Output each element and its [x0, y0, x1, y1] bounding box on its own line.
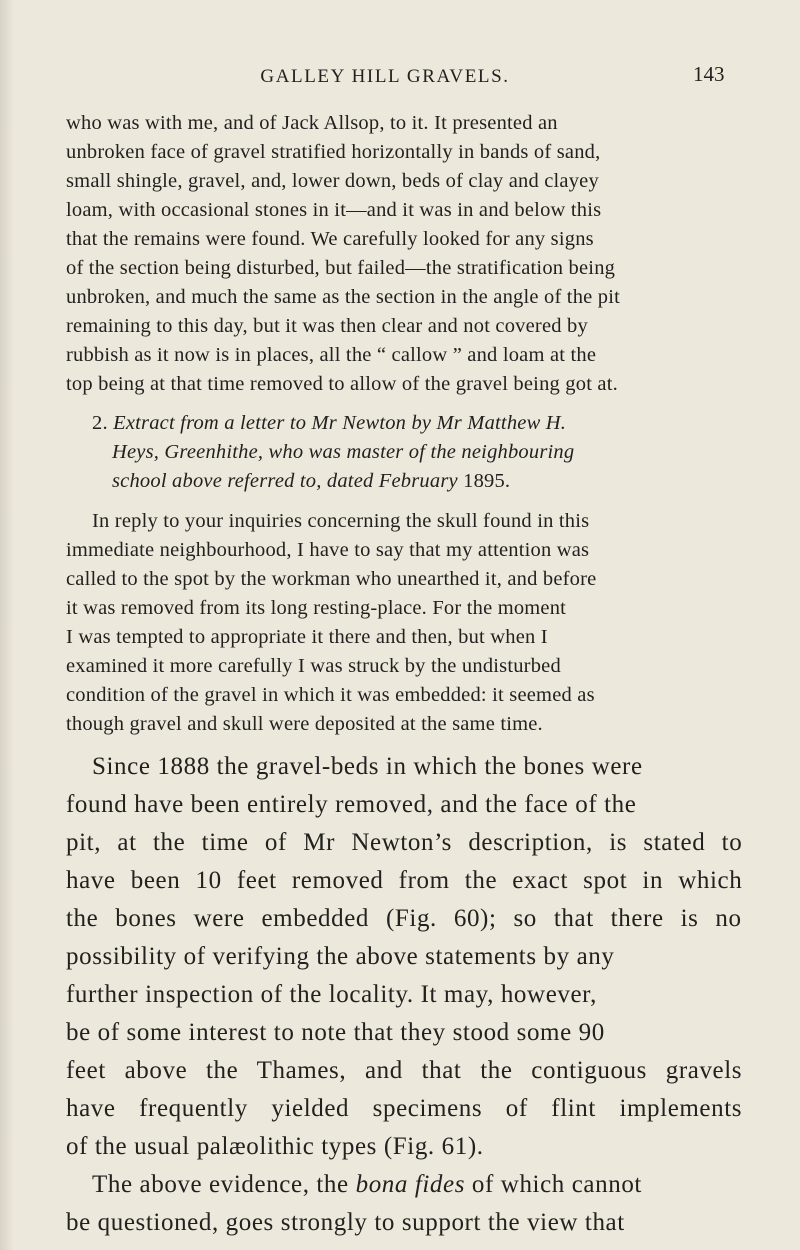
paragraph-4-text: The above evidence, the	[92, 1171, 356, 1198]
page-gutter-shadow	[0, 0, 14, 1250]
paragraph-1-line: remaining to this day, but it was then clear and not covered by	[66, 315, 588, 337]
paragraph-2-line: though gravel and skull were deposited at the same time.	[66, 713, 543, 735]
paragraph-2-line: examined it more carefully I was struck by the undisturbed	[66, 655, 561, 677]
paragraph-3-line: feet above the Thames, and that the contiguous gravels	[66, 1057, 743, 1084]
paragraph-3-line: Since 1888 the gravel-beds in which the bones were	[92, 753, 643, 780]
extract-number: 2.	[92, 412, 108, 434]
extract-heading-line-3	[112, 470, 510, 493]
paragraph-1-line: that the remains were found. We carefully looked for any signs	[66, 228, 594, 250]
page-number: 143	[693, 62, 725, 86]
paragraph-3-line: further inspection of the locality. It may, however,	[66, 981, 597, 1008]
extract-heading-line-2: Heys, Greenhithe, who was master of the neighbouring	[112, 441, 575, 463]
paragraph-3-line: found have been entirely removed, and the face of the	[66, 791, 637, 818]
running-title: GALLEY HILL GRAVELS.	[260, 66, 510, 87]
paragraph-2-line: I was tempted to appropriate it there and then, but when I	[66, 626, 548, 648]
paragraph-1-line: loam, with occasional stones in it—and it was in and below this	[66, 199, 602, 221]
paragraph-3-line: be of some interest to note that they stood some 90	[66, 1019, 605, 1046]
paragraph-1-line: unbroken face of gravel stratified horizontally in bands of sand,	[66, 141, 601, 163]
extract-heading-line-1	[92, 412, 566, 435]
paragraph-1-line: rubbish as it now is in places, all the “ callow ” and loam at the	[66, 344, 597, 366]
paragraph-2-line: it was removed from its long resting-place. For the moment	[66, 597, 567, 619]
extract-heading-line-3-italic: school above referred to, dated February	[112, 470, 458, 492]
paragraph-1-line: unbroken, and much the same as the section in the angle of the pit	[66, 286, 621, 308]
paragraph-1-line: small shingle, gravel, and, lower down, beds of clay and clayey	[66, 170, 599, 192]
paragraph-2-line: immediate neighbourhood, I have to say that my attention was	[66, 539, 590, 561]
paragraph-2-line: called to the spot by the workman who unearthed it, and before	[66, 568, 597, 590]
paragraph-4-text: of which cannot	[465, 1171, 642, 1198]
paragraph-2-line: condition of the gravel in which it was embedded: it seemed as	[66, 684, 595, 706]
paragraph-1-line: top being at that time removed to allow of the gravel being got at.	[66, 373, 618, 395]
extract-heading-year: 1895.	[457, 470, 511, 492]
paragraph-4-line-1	[92, 1171, 642, 1199]
paragraph-3-line: the bones were embedded (Fig. 60); so that there is no	[66, 905, 742, 932]
paragraph-4-italic: bona fides	[355, 1171, 466, 1198]
paragraph-2-line: In reply to your inquiries concerning the skull found in this	[92, 510, 590, 532]
paragraph-3-line: have frequently yielded specimens of flint implements	[66, 1095, 743, 1122]
paragraph-1-line: of the section being disturbed, but failed—the stratification being	[66, 257, 616, 279]
extract-heading-text: Extract from a letter to Mr Newton by Mr Matthew H.	[113, 412, 567, 434]
paragraph-3-line: possibility of verifying the above statements by any	[66, 943, 615, 970]
paragraph-4-line-2: be questioned, goes strongly to support the view that	[66, 1209, 625, 1236]
paragraph-3-line: of the usual palæolithic types (Fig. 61).	[66, 1133, 484, 1160]
paragraph-3-line: have been 10 feet removed from the exact spot in which	[66, 867, 743, 894]
paragraph-1-line: who was with me, and of Jack Allsop, to it. It presented an	[66, 112, 558, 134]
paragraph-3-line: pit, at the time of Mr Newton’s description, is stated to	[66, 829, 743, 856]
